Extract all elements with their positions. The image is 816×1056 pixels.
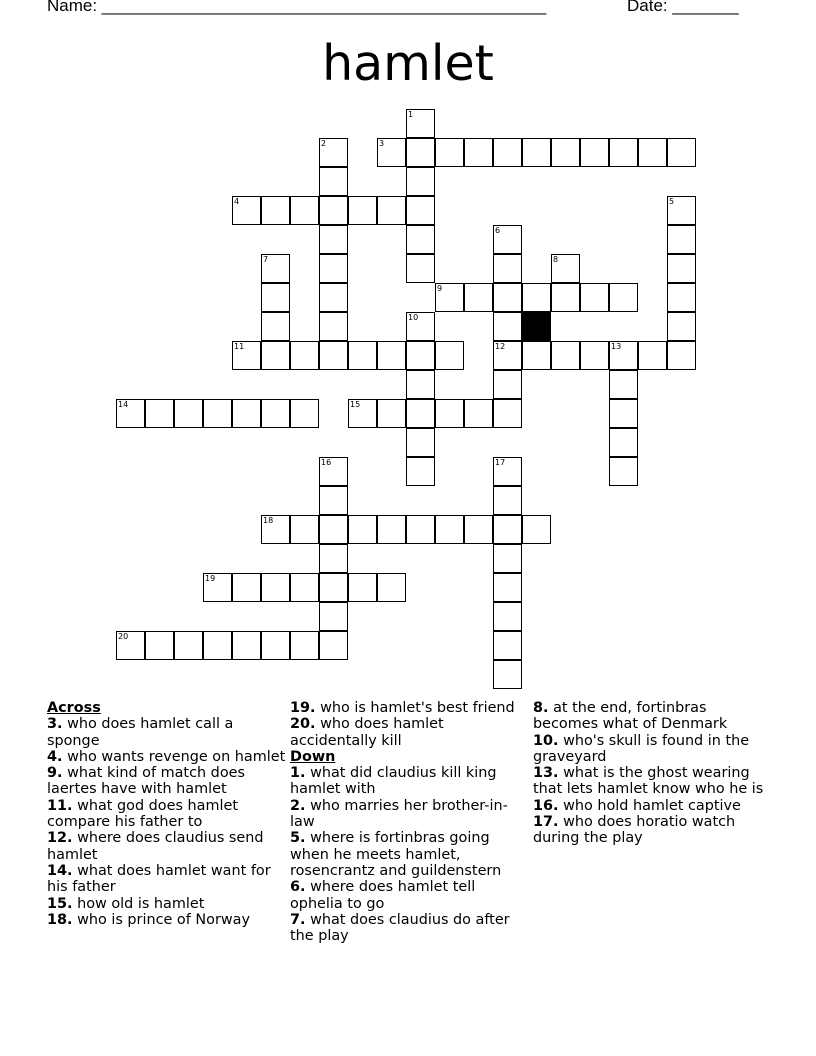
grid-cell[interactable] [406,457,435,486]
grid-cell[interactable] [493,515,522,544]
grid-cell[interactable] [377,573,406,602]
clue-number: 10 [408,313,419,322]
grid-cell[interactable] [319,167,348,196]
grid-cell[interactable] [232,631,261,660]
down-clue: 10. who's skull is found in the graveyard [533,732,750,765]
grid-cell[interactable] [319,631,348,660]
grid-cell[interactable] [464,399,493,428]
grid-cell[interactable] [464,283,493,312]
grid-cell[interactable] [522,283,551,312]
down-clue: 6. where does hamlet tell ophelia to go [290,879,476,912]
grid-cell[interactable] [406,138,435,167]
grid-cell[interactable] [348,515,377,544]
grid-cell[interactable] [261,312,290,341]
grid-cell[interactable] [493,486,522,515]
grid-cell[interactable] [493,631,522,660]
clue-column-1 [47,700,287,928]
black-square [522,312,551,341]
across-clue: 20. who does hamlet accidentally kill [290,716,444,749]
grid-cell[interactable] [406,167,435,196]
grid-cell[interactable] [580,283,609,312]
down-clue: 13. what is the ghost wearing that lets hamlet know who he is [533,765,764,798]
grid-cell[interactable] [609,283,638,312]
grid-cell[interactable] [551,283,580,312]
clue-column-2 [290,700,530,944]
grid-cell[interactable] [522,515,551,544]
grid-cell[interactable] [319,254,348,283]
clue-number: 1 [408,110,414,119]
grid-cell[interactable] [493,370,522,399]
clue-number: 8 [553,255,559,264]
across-clue: 18. who is prince of Norway [47,911,250,928]
grid-cell[interactable] [377,399,406,428]
grid-cell[interactable] [580,341,609,370]
down-clue: 8. at the end, fortinbras becomes what of Denmark [533,700,728,733]
grid-cell[interactable] [377,515,406,544]
down-clue: 16. who hold hamlet captive [533,797,741,814]
grid-cell[interactable] [174,399,203,428]
down-clue: 5. where is fortinbras going when he meets hamlet, rosencrantz and guildenstern [290,830,502,879]
grid-cell[interactable] [609,138,638,167]
grid-cell[interactable] [203,399,232,428]
grid-cell[interactable] [319,544,348,573]
grid-cell[interactable] [406,341,435,370]
grid-cell[interactable] [435,399,464,428]
clue-number: 5 [669,197,675,206]
grid-cell[interactable] [290,573,319,602]
grid-cell[interactable] [406,399,435,428]
clue-number: 17 [495,458,506,467]
grid-cell[interactable] [435,138,464,167]
grid-cell[interactable] [667,138,696,167]
down-heading: Down [290,748,336,765]
grid-cell[interactable] [290,399,319,428]
grid-cell[interactable] [522,341,551,370]
across-clue: 11. what god does hamlet compare his father to [47,797,238,831]
grid-cell[interactable] [406,254,435,283]
grid-cell[interactable] [290,631,319,660]
grid-cell[interactable] [319,573,348,602]
grid-cell[interactable] [609,370,638,399]
grid-cell[interactable] [319,283,348,312]
down-clue: 1. what did claudius kill king hamlet with [290,765,497,798]
grid-cell[interactable] [464,515,493,544]
date-field-line: Date: _______ [627,0,739,15]
grid-cell[interactable] [667,225,696,254]
clue-number: 18 [263,516,274,525]
grid-cell[interactable] [290,515,319,544]
grid-cell[interactable] [348,341,377,370]
grid-cell[interactable] [377,196,406,225]
across-clue: 12. where does claudius send hamlet [47,830,264,863]
grid-cell[interactable] [522,138,551,167]
across-clue: 4. who wants revenge on hamlet [47,748,286,765]
grid-cell[interactable] [435,515,464,544]
grid-cell[interactable] [261,283,290,312]
name-field-line: Name: _______________________________________________ [47,0,547,15]
grid-cell[interactable] [609,399,638,428]
grid-cell[interactable] [493,660,522,689]
grid-cell[interactable] [145,631,174,660]
grid-cell[interactable] [667,312,696,341]
across-clue: 15. how old is hamlet [47,895,205,912]
clue-number: 6 [495,226,501,235]
grid-cell[interactable] [319,341,348,370]
grid-cell[interactable] [261,399,290,428]
clue-number: 20 [118,632,129,641]
grid-cell[interactable] [493,399,522,428]
grid-cell[interactable] [290,341,319,370]
grid-cell[interactable] [348,196,377,225]
grid-cell[interactable] [406,225,435,254]
clue-number: 3 [379,139,385,148]
clue-number: 12 [495,342,506,351]
clue-number: 4 [234,197,240,206]
across-clue: 3. who does hamlet call a sponge [47,716,234,749]
grid-cell[interactable] [464,138,493,167]
grid-cell[interactable] [174,631,203,660]
across-heading: Across [47,700,101,716]
clue-number: 15 [350,400,361,409]
grid-cell[interactable] [290,196,319,225]
across-clue: 19. who is hamlet's best friend [290,700,515,716]
grid-cell[interactable] [551,341,580,370]
grid-cell[interactable] [261,196,290,225]
grid-cell[interactable] [319,515,348,544]
grid-cell[interactable] [261,573,290,602]
grid-cell[interactable] [493,254,522,283]
down-clue: 2. who marries her brother-in-law [290,797,508,831]
clue-number: 11 [234,342,245,351]
grid-cell[interactable] [319,196,348,225]
grid-cell[interactable] [261,341,290,370]
grid-cell[interactable] [435,341,464,370]
grid-cell[interactable] [551,138,580,167]
grid-cell[interactable] [406,196,435,225]
grid-cell[interactable] [145,399,174,428]
grid-cell[interactable] [406,515,435,544]
grid-cell[interactable] [406,428,435,457]
clue-number: 2 [321,139,327,148]
grid-cell[interactable] [493,602,522,631]
grid-cell[interactable] [667,254,696,283]
clue-number: 7 [263,255,269,264]
clue-number: 9 [437,284,443,293]
grid-cell[interactable] [667,341,696,370]
grid-cell[interactable] [319,602,348,631]
grid-cell[interactable] [580,138,609,167]
clue-number: 13 [611,342,622,351]
grid-cell[interactable] [319,225,348,254]
grid-cell[interactable] [493,544,522,573]
grid-cell[interactable] [638,138,667,167]
clue-number: 14 [118,400,129,409]
clue-column-3 [533,700,773,847]
down-clue: 17. who does horatio watch during the play [533,814,736,847]
grid-cell[interactable] [406,370,435,399]
grid-cell[interactable] [493,138,522,167]
grid-cell[interactable] [493,312,522,341]
clue-number: 19 [205,574,216,583]
grid-cell[interactable] [203,631,232,660]
across-clue: 14. what does hamlet want for his father [47,862,271,896]
grid-cell[interactable] [232,573,261,602]
grid-cell[interactable] [377,341,406,370]
grid-cell[interactable] [609,457,638,486]
grid-cell[interactable] [638,341,667,370]
grid-cell[interactable] [319,486,348,515]
across-clue: 9. what kind of match does laertes have with hamlet [47,765,245,798]
grid-cell[interactable] [319,312,348,341]
grid-cell[interactable] [667,283,696,312]
down-clue: 7. what does claudius do after the play [290,911,510,945]
clue-number: 16 [321,458,332,467]
grid-cell[interactable] [348,573,377,602]
grid-cell[interactable] [609,428,638,457]
page-title: hamlet [322,35,494,92]
grid-cell[interactable] [493,573,522,602]
grid-cell[interactable] [261,631,290,660]
grid-cell[interactable] [493,283,522,312]
grid-cell[interactable] [232,399,261,428]
